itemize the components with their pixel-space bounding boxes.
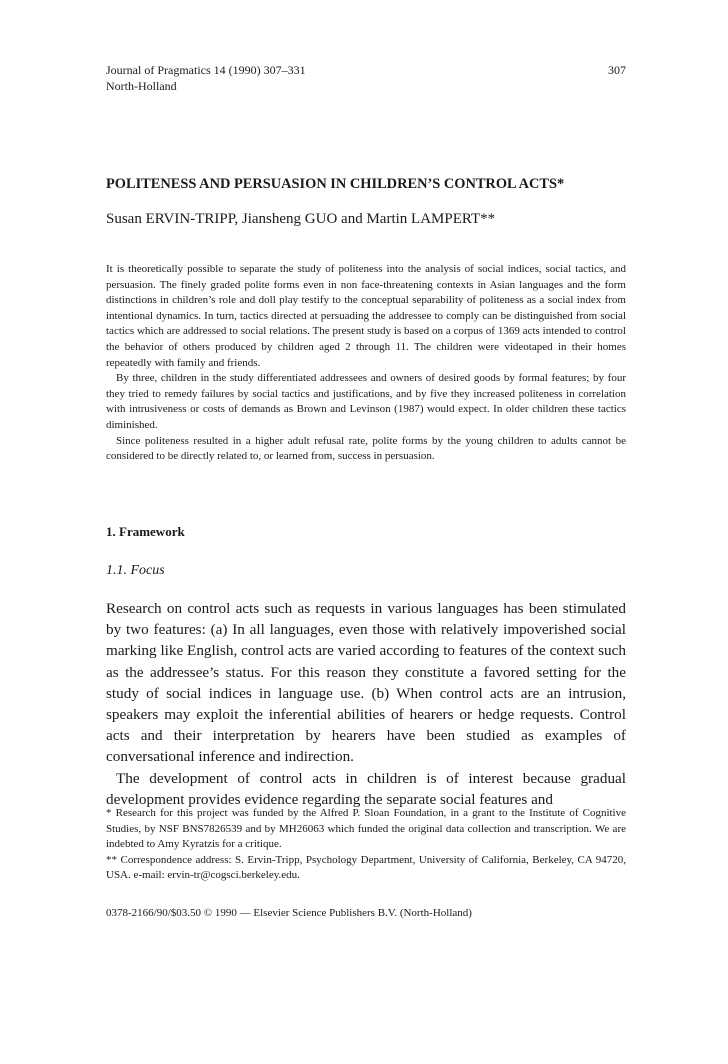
footnote-funding: * Research for this project was funded by the Alfred P. Sloan Foundation, in a grant to the Institute of Cognitive Studies, by NSF BNS7826539 and by MH26063 which funded the original data collection and transcription. We are indebted to Amy Kyratzis for a critique. bbox=[106, 807, 626, 850]
subsection-heading: 1.1. Focus bbox=[106, 563, 165, 578]
abstract-paragraph: It is theoretically possible to separate the study of politeness into the analysis of social indices, social tactics, and persuasion. The finely graded polite forms even in non face-threatening contexts in Asian languages and the form distinctions in children’s role and doll play testify to the conceptual separability of politeness as a social index from intentional dynamics. In turn, tactics directed at persuading the addressee to comply can be distinguished from social tactics which are addressed to social relations. The present study is based on a corpus of 1369 acts intended to control the behavior of others produced by children aged 2 through 11. The children were videotaped in their homes repeatedly with family and friends. bbox=[106, 263, 626, 369]
copyright-line: 0378-2166/90/$03.50 © 1990 — Elsevier Science Publishers B.V. (North-Holland) bbox=[106, 907, 472, 919]
journal-citation: Journal of Pragmatics 14 (1990) 307–331 bbox=[106, 63, 306, 77]
body-paragraph: The development of control acts in children is of interest because gradual development provides evidence regarding the separate social features and bbox=[106, 769, 626, 808]
footnotes bbox=[106, 806, 626, 884]
page-number: 307 bbox=[608, 63, 626, 77]
section-heading: 1. Framework bbox=[106, 524, 185, 539]
body-paragraph: Research on control acts such as requests in various languages has been stimulated by two features: (a) In all languages, even those with relatively impoverished social marking like English, control acts are varied according to features of the context such as the addressee’s status. For this reason they constitute a favored setting for the study of social indices in language use. (b) When control acts are an intrusion, speakers may exploit the inferential abilities of hearers or hedge requests. Control acts and their interpretation by hearers have been studied as examples of conversational inference and indirection. bbox=[106, 600, 626, 766]
abstract-paragraph: Since politeness resulted in a higher adult refusal rate, polite forms by the young children to adults cannot be considered to be directly related to, or learned from, success in persuasion. bbox=[106, 434, 626, 463]
article-title: POLITENESS AND PERSUASION IN CHILDREN’S CONTROL ACTS* bbox=[106, 176, 565, 192]
abstract bbox=[106, 262, 626, 465]
footnote-correspondence: ** Correspondence address: S. Ervin-Tripp, Psychology Department, University of California, Berkeley, CA 94720, USA. e-mail: ervin-tr@cogsci.berkeley.edu. bbox=[106, 853, 626, 881]
article-authors: Susan ERVIN-TRIPP, Jiansheng GUO and Martin LAMPERT** bbox=[106, 211, 496, 227]
abstract-paragraph: By three, children in the study differentiated addressees and owners of desired goods by formal features; by four they tried to remedy failures by social tactics and justifications, and by five they increased politeness in correlation with intrusiveness or costs of demands as Brown and Levinson (1987) would expect. In older children these tactics diminished. bbox=[106, 372, 626, 431]
running-head bbox=[106, 62, 626, 94]
publisher-name: North-Holland bbox=[106, 79, 177, 93]
body-text bbox=[106, 598, 626, 810]
